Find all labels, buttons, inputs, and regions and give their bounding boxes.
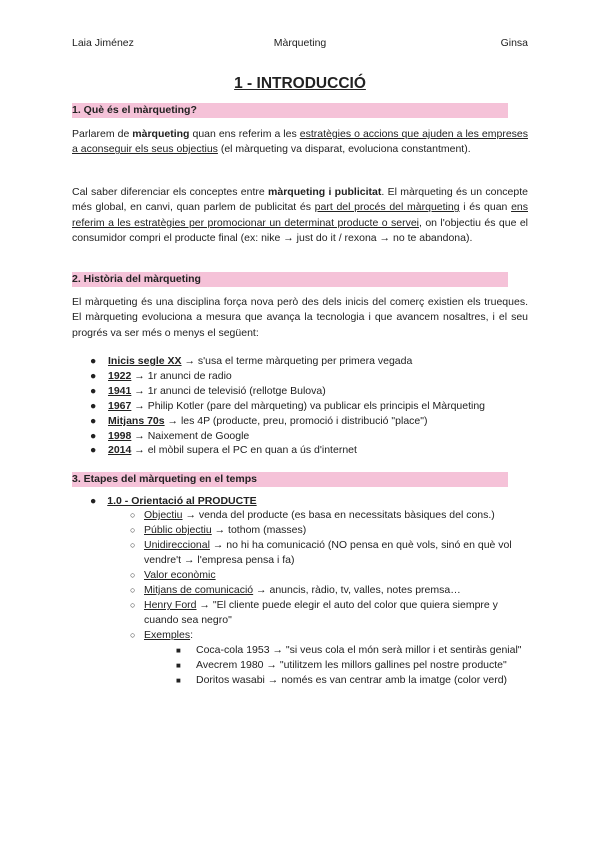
underlined-estrategies: ens referim a les estratègies per promocionar un determinat producte o servei (72, 201, 528, 229)
stage-detail-item (130, 523, 528, 538)
square-bullet-icon: ■ (176, 661, 181, 670)
history-item (90, 429, 528, 444)
history-key: 2014 (108, 444, 132, 457)
detail-text: → venda del producte (es basa en necessitats bàsiques del cons.) (182, 509, 495, 521)
paragraph-marqueting-vs-publicitat (72, 185, 528, 247)
history-text: → Naixement de Google (131, 429, 250, 442)
history-key: 1941 (108, 384, 132, 397)
stage-detail-item (130, 628, 528, 688)
page-title: 1 - INTRODUCCIÓ (234, 75, 366, 92)
stage-detail-item (130, 568, 528, 583)
text: Cal saber diferenciar els conceptes entre (72, 186, 269, 198)
stage-title: 1.0 - Orientació al PRODUCTE (107, 495, 257, 507)
detail-text: : (190, 629, 194, 641)
detail-key: Henry Ford (144, 599, 197, 611)
keyword-marqueting-publicitat: màrqueting i publicitat (268, 186, 382, 198)
bullet-icon: ● (90, 384, 97, 397)
example-item (176, 643, 528, 658)
bullet-icon: ● (90, 355, 97, 367)
detail-text: → anuncis, ràdio, tv, valles, notes premsa… (253, 584, 461, 596)
detail-text: → no hi ha comunicació (NO pensa en què vols, sinó en què vol vendre't → l'empresa pensa i fa) (144, 539, 512, 566)
examples-list (144, 643, 528, 688)
example-item (176, 673, 528, 688)
history-text: → 1r anunci de radio (131, 369, 232, 382)
header-subject: Màrqueting (273, 37, 327, 49)
stage-detail-item (130, 583, 528, 598)
bullet-icon: ● (90, 444, 97, 457)
bullet-icon: ● (90, 369, 97, 382)
text: , on l'objectiu és que el consumidor compri el producte final (ex: nike → just do it / rexona → no te abandona). (72, 216, 528, 245)
bullet-icon: ● (90, 414, 97, 427)
text: quan ens referim a les (189, 128, 300, 140)
history-item (90, 354, 528, 369)
text: i és quan (459, 201, 512, 214)
history-text: → s'usa el terme màrqueting per primera vegada (181, 355, 413, 367)
section-heading-2: 2. Història del màrqueting (72, 272, 508, 287)
history-text: → les 4P (producte, preu, promoció i distribució "place") (164, 414, 428, 427)
history-text: → Philip Kotler (pare del màrqueting) va publicar els principis el Màrqueting (131, 399, 486, 412)
detail-text: → tothom (masses) (211, 524, 307, 536)
example-text: Coca-cola 1953 → "si veus cola el món serà millor i et sentiràs genial" (196, 644, 522, 656)
stage-details-list (130, 508, 528, 688)
header-school: Ginsa (500, 37, 528, 49)
section-heading-1: 1. Què és el màrqueting? (72, 103, 508, 118)
detail-key: Valor econòmic (144, 569, 216, 581)
square-bullet-icon: ■ (176, 646, 181, 655)
underlined-part-proces: part del procés del màrqueting (314, 201, 460, 214)
detail-key: Unidireccional (144, 539, 210, 551)
detail-key: Públic objectiu (144, 524, 212, 536)
bullet-icon: ● (90, 495, 97, 507)
example-text: Avecrem 1980 → "utilitzem les millors gallines pel nostre producte" (196, 659, 507, 671)
circle-bullet-icon: ○ (130, 525, 136, 535)
page-header (72, 37, 528, 51)
circle-bullet-icon: ○ (130, 600, 136, 610)
history-key: Inicis segle XX (108, 355, 182, 367)
underlined-definition: estratègies o accions que ajuden a les empreses a aconseguir els seus objectius (72, 128, 528, 156)
stage-item (90, 494, 257, 509)
circle-bullet-icon: ○ (130, 630, 136, 640)
detail-key: Exemples (144, 629, 191, 641)
history-item (90, 443, 528, 458)
text: . El màrqueting és un concepte més global, en canvi, quan parlem de publicitat és (72, 186, 528, 214)
example-text: Doritos wasabi → només es van centrar amb la imatge (color verd) (196, 674, 508, 686)
history-list (90, 354, 528, 458)
history-text: → 1r anunci de televisió (rellotge Bulova) (131, 384, 326, 397)
example-item (176, 658, 528, 673)
bullet-icon: ● (90, 399, 97, 412)
paragraph-historia-intro: El màrqueting és una disciplina força nova però des dels inicis del comerç existien els trueques. El màrqueting evoluciona a mesura que avança la tecnologia i que avancem nosaltres, i el seu progrés va ser més o menys el següent: (72, 296, 528, 339)
history-item (90, 399, 528, 414)
keyword-marqueting: màrqueting (132, 128, 190, 140)
bullet-icon: ● (90, 429, 97, 442)
circle-bullet-icon: ○ (130, 540, 136, 550)
paragraph-definition (72, 127, 528, 158)
text: Parlarem de (72, 128, 133, 140)
history-item (90, 384, 528, 399)
detail-key: Mitjans de comunicació (144, 584, 254, 596)
square-bullet-icon: ■ (176, 676, 181, 685)
stage-detail-item (130, 508, 528, 523)
stage-detail-item (130, 598, 528, 628)
history-key: 1998 (108, 429, 132, 442)
history-item (90, 414, 528, 429)
history-key: 1967 (108, 399, 132, 412)
detail-key: Objectiu (144, 509, 183, 521)
text: (el màrqueting va disparat, evoluciona constantment). (217, 143, 471, 156)
header-author: Laia Jiménez (72, 37, 134, 49)
history-text: → el mòbil supera el PC en quan a ús d'internet (131, 444, 357, 457)
detail-text: → "El cliente puede elegir el auto del color que quiera siempre y cuando sea negro" (144, 599, 498, 626)
history-key: 1922 (108, 369, 132, 382)
history-key: Mitjans 70s (108, 414, 165, 427)
section-heading-3: 3. Etapes del màrqueting en el temps (72, 472, 508, 487)
circle-bullet-icon: ○ (130, 585, 136, 595)
circle-bullet-icon: ○ (130, 510, 136, 520)
stage-detail-item (130, 538, 528, 568)
history-item (90, 369, 528, 384)
circle-bullet-icon: ○ (130, 570, 136, 580)
